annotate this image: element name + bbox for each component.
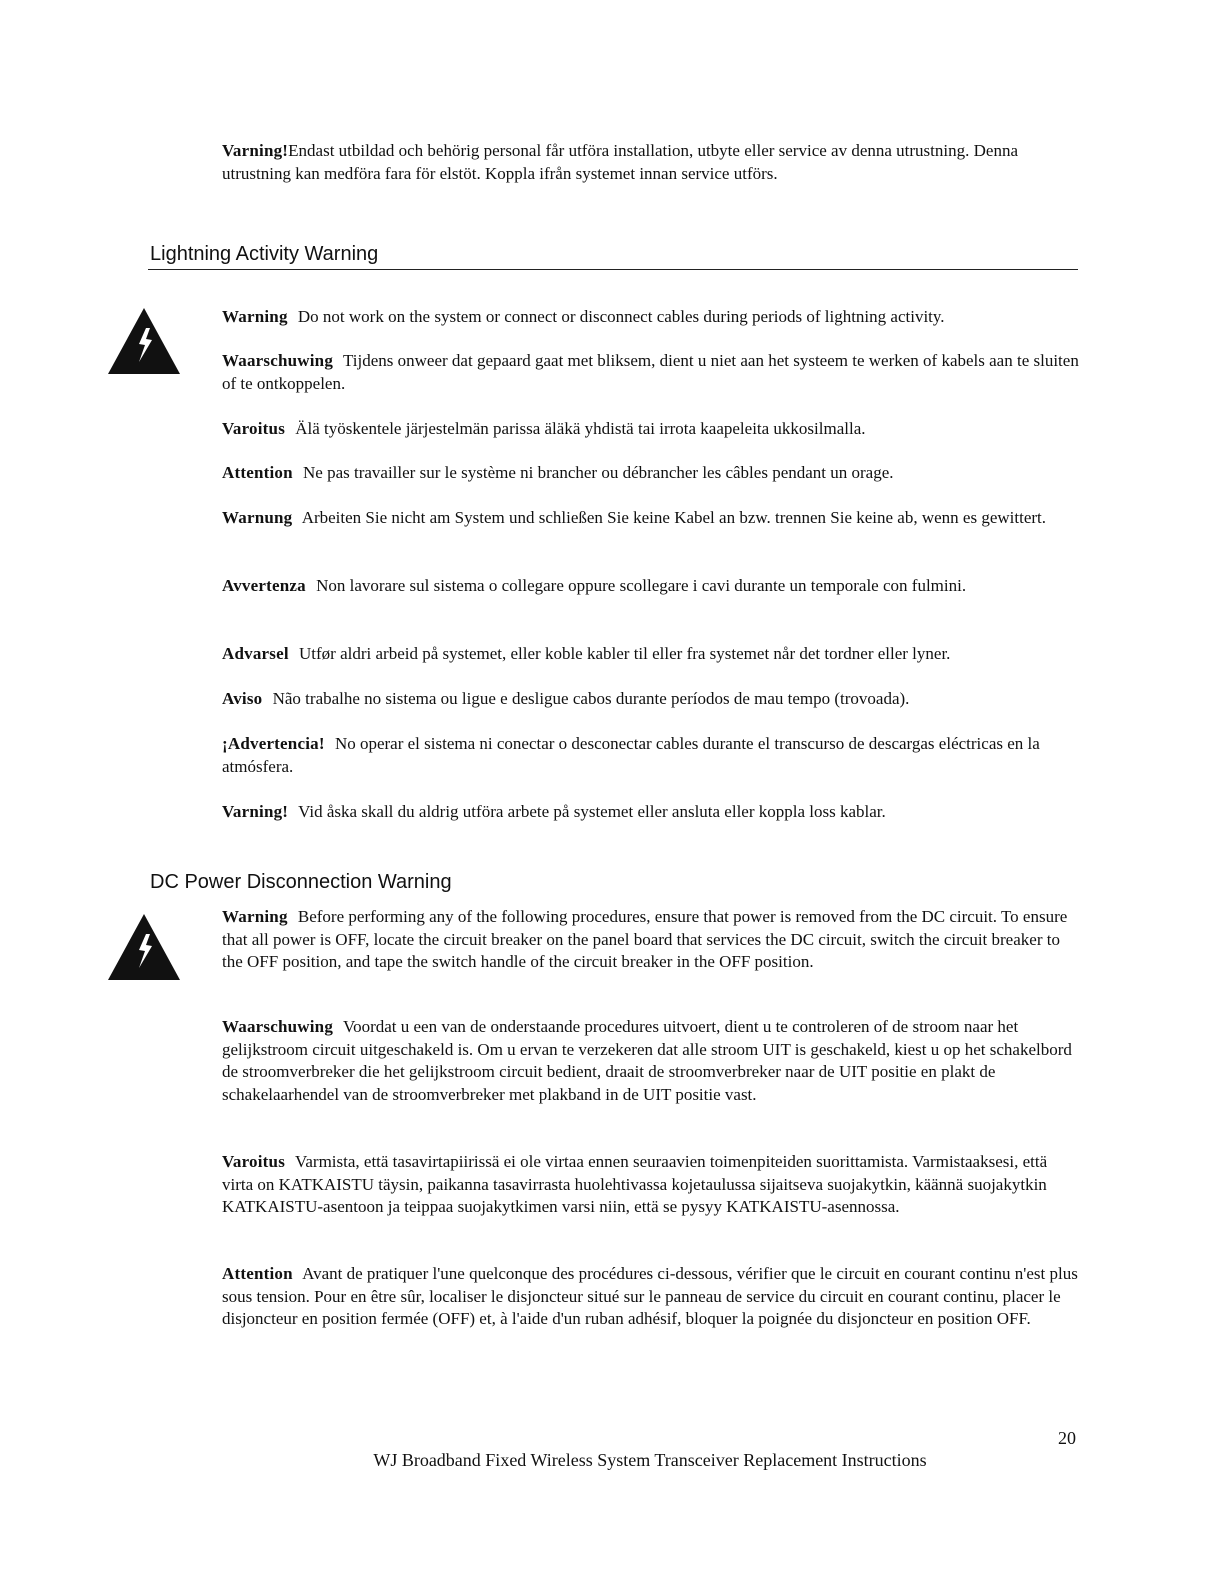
dc-warning-fr	[222, 1263, 1082, 1331]
footer-document-title: WJ Broadband Fixed Wireless System Transceiver Replacement Instructions	[373, 1450, 927, 1470]
section-heading-dc-power: DC Power Disconnection Warning	[150, 871, 452, 893]
lightning-warning-es	[222, 733, 1082, 778]
dc-warning-nl	[222, 1016, 1082, 1106]
warning-text: Ne pas travailler sur le système ni brancher ou débrancher les câbles pendant un orage.	[303, 463, 894, 482]
warning-label: Attention	[222, 463, 293, 482]
section-heading-lightning: Lightning Activity Warning	[150, 243, 379, 265]
warning-text: Utfør aldri arbeid på systemet, eller koble kabler til eller fra systemet når det tordner eller lyner.	[299, 644, 951, 663]
lightning-warning-no	[222, 643, 1082, 666]
warning-text: Avant de pratiquer l'une quelconque des procédures ci-dessous, vérifier que le circuit en courant continu n'est plus sous tension. Pour en être sûr, localiser le disjoncteur situé sur le panneau de service du circuit en courant continu, placer le disjoncteur en position fermée (OFF) et, à l'aide d'un ruban adhésif, bloquer la poignée du disjoncteur en position OFF.	[222, 1264, 1078, 1328]
warning-label: Warning	[222, 307, 288, 326]
lightning-warning-fi	[222, 418, 1082, 441]
warning-text: Arbeiten Sie nicht am System und schließen Sie keine Kabel an bzw. trennen Sie keine ab, wenn es gewittert.	[301, 508, 1047, 527]
lightning-warning-triangle-icon	[106, 306, 182, 376]
warning-text: Não trabalhe no sistema ou ligue e desligue cabos durante períodos de mau tempo (trovoada).	[272, 689, 910, 708]
lightning-warning-fr	[222, 462, 1082, 485]
lightning-warning-triangle-icon	[106, 912, 182, 982]
dc-warning-fi	[222, 1151, 1082, 1219]
warning-text: Non lavorare sul sistema o collegare oppure scollegare i cavi durante un temporale con fulmini.	[316, 576, 967, 595]
section-divider	[148, 269, 1078, 270]
lightning-warning-sv	[222, 801, 1082, 824]
warning-label: Warning	[222, 907, 288, 926]
warning-text: Varmista, että tasavirtapiirissä ei ole virtaa ennen seuraavien toimenpiteiden suorittamista. Varmistaaksesi, että virta on KATKAISTU täysin, paikanna tasavirrasta huolehtivassa kojetaulussa sijaitseva suojakytkin, käännä suojakytkin KATKAISTU-asentoon ja teippaa suojakytkimen varsi niin, että se pysyy KATKAISTU-asennossa.	[222, 1152, 1048, 1216]
warning-text: Tijdens onweer dat gepaard gaat met bliksem, dient u niet aan het systeem te werken of kabels aan te sluiten of te ontkoppelen.	[222, 351, 1079, 393]
warning-text: Do not work on the system or connect or disconnect cables during periods of lightning activity.	[297, 307, 945, 326]
warning-label: Attention	[222, 1264, 293, 1283]
warning-text: Endast utbildad och behörig personal får utföra installation, utbyte eller service av denna utrustning. Denna utrustning kan medföra fara för elstöt. Koppla ifrån systemet innan service utförs.	[222, 141, 1018, 183]
warning-label: Avvertenza	[222, 576, 306, 595]
warning-label: Varning!	[222, 802, 289, 821]
lightning-warning-nl	[222, 350, 1082, 395]
warning-text: No operar el sistema ni conectar o desconectar cables durante el transcurso de descargas eléctricas en la atmósfera.	[222, 734, 1040, 776]
warning-label: Waarschuwing	[222, 351, 334, 370]
lightning-warning-pt	[222, 688, 1082, 711]
lightning-warning-it	[222, 575, 1082, 598]
warning-text: Before performing any of the following procedures, ensure that power is removed from the DC circuit. To ensure that all power is OFF, locate the circuit breaker on the panel board that services the DC circuit, switch the circuit breaker to the OFF position, and tape the switch handle of the circuit breaker in the OFF position.	[222, 907, 1068, 971]
lightning-warning-en	[222, 306, 1082, 329]
warning-label: Waarschuwing	[222, 1017, 334, 1036]
warning-label: Varning!	[222, 141, 289, 160]
warning-label: ¡Advertencia!	[222, 734, 325, 753]
warning-label: Varoitus	[222, 1152, 286, 1171]
warning-label: Aviso	[222, 689, 263, 708]
warning-text: Älä työskentele järjestelmän parissa äläkä yhdistä tai irrota kaapeleita ukkosilmalla.	[295, 419, 866, 438]
warning-label: Varoitus	[222, 419, 286, 438]
intro-warning-paragraph	[222, 140, 1082, 185]
dc-warning-en	[222, 906, 1082, 974]
warning-text: Vid åska skall du aldrig utföra arbete på systemet eller ansluta eller koppla loss kablar.	[298, 802, 886, 821]
warning-label: Warnung	[222, 508, 293, 527]
lightning-warning-de	[222, 507, 1082, 530]
warning-label: Advarsel	[222, 644, 289, 663]
page-number: 20	[1058, 1428, 1076, 1448]
warning-text: Voordat u een van de onderstaande procedures uitvoert, dient u te controleren of de stroom naar het gelijkstroom circuit uitgeschakeld is. Om u ervan te verzekeren dat alle stroom UIT is geschakeld, kiest u op het schakelbord de stroomverbreker die het gelijkstroom circuit bedient, draait de stroomverbreker naar de UIT positie en plakt de schakelaarhendel van de stroomverbreker met plakband in de UIT positie vast.	[222, 1017, 1072, 1104]
